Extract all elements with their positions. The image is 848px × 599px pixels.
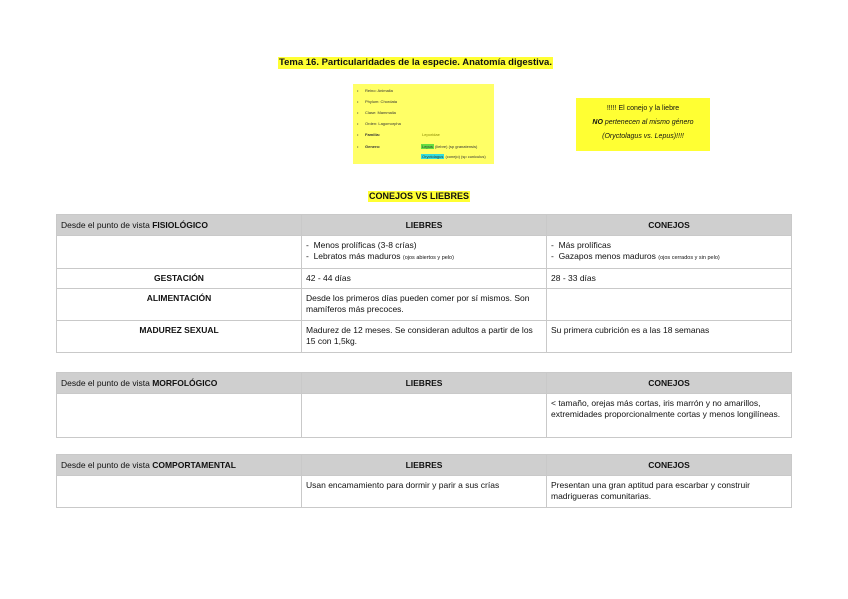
cell-liebres: Madurez de 12 meses. Se consideran adultos a partir de los 15 con 1,5kg. (302, 321, 547, 353)
bullet-icon: • (357, 121, 359, 126)
taxonomy-row-genero: • Genero: Lepus (liebre) (sp granatensis) (357, 144, 478, 149)
taxonomy-row-familia: • Familia: Leporidae (357, 132, 440, 137)
row-label: ALIMENTACIÓN (57, 289, 302, 321)
table-row (57, 269, 792, 289)
cell-conejos: - Más prolíficas - Gazapos menos maduros (ojos cerrados y sin pelo) (547, 236, 792, 269)
table-comportamental (56, 454, 792, 508)
cell-liebres: - Menos prolíficas (3-8 crías) - Lebratos más maduros (ojos abiertos y pelo) (302, 236, 547, 269)
column-header-liebres: LIEBRES (302, 373, 547, 394)
table-morfologico (56, 372, 792, 438)
bullet-icon: • (357, 110, 359, 115)
table-header-row (57, 373, 792, 394)
bullet-icon: • (357, 99, 359, 104)
table-row (57, 289, 792, 321)
column-header-conejos: CONEJOS (547, 455, 792, 476)
column-header-conejos: CONEJOS (547, 215, 792, 236)
taxonomy-box (353, 84, 494, 164)
row-label (57, 236, 302, 269)
cell-liebres: Desde los primeros días pueden comer por sí mismos. Son mamíferos más precoces. (302, 289, 547, 321)
column-header-liebres: LIEBRES (302, 215, 547, 236)
row-label (57, 476, 302, 508)
note-box (576, 98, 710, 151)
table-row (57, 236, 792, 269)
cell-liebres (302, 394, 547, 438)
table-header-viewpoint: Desde el punto de vista FISIOLÓGICO (57, 215, 302, 236)
bullet-icon: • (357, 88, 359, 93)
row-label (57, 394, 302, 438)
note-line-1: !!!!! El conejo y la liebre (606, 105, 680, 112)
bullet-icon: • (357, 144, 359, 149)
cell-conejos: 28 - 33 días (547, 269, 792, 289)
note-line-3: (Oryctolagus vs. Lepus)!!!! (602, 133, 684, 140)
table-row (57, 394, 792, 438)
table-row (57, 476, 792, 508)
table-header-row (57, 455, 792, 476)
row-label: GESTACIÓN (57, 269, 302, 289)
cell-conejos (547, 289, 792, 321)
section-subtitle: CONEJOS VS LIEBRES (369, 191, 470, 201)
cell-liebres: Usan encamamiento para dormir y parir a sus crías (302, 476, 547, 508)
taxonomy-row-genero-2: Oryctolagus (conejo) (sp cuniculus) (422, 154, 486, 159)
cell-conejos: Su primera cubrición es a las 18 semanas (547, 321, 792, 353)
row-label: MADUREZ SEXUAL (57, 321, 302, 353)
cell-liebres: 42 - 44 días (302, 269, 547, 289)
taxonomy-row-clase: • Clase: Mammalia (357, 110, 396, 115)
table-header-viewpoint: Desde el punto de vista MORFOLÓGICO (57, 373, 302, 394)
page-title: Tema 16. Particularidades de la especie. Anatomía digestiva. (279, 57, 552, 68)
taxonomy-row-orden: • Orden: Lagomorpha (357, 121, 401, 126)
bullet-icon: • (357, 132, 359, 137)
column-header-conejos: CONEJOS (547, 373, 792, 394)
note-line-2: NO pertenecen al mismo género (592, 119, 694, 126)
table-row (57, 321, 792, 353)
table-header-viewpoint: Desde el punto de vista COMPORTAMENTAL (57, 455, 302, 476)
taxonomy-row-reino: • Reino: Animalia (357, 88, 393, 93)
cell-conejos: < tamaño, orejas más cortas, iris marrón y no amarillos, extremidades proporcionalmente cortas y menos longilíneas. (547, 394, 792, 438)
column-header-liebres: LIEBRES (302, 455, 547, 476)
table-fisiologico (56, 214, 792, 353)
table-header-row (57, 215, 792, 236)
cell-conejos: Presentan una gran aptitud para escarbar y construir madrigueras comunitarias. (547, 476, 792, 508)
taxonomy-row-phylum: • Phylum: Chordata (357, 99, 398, 104)
